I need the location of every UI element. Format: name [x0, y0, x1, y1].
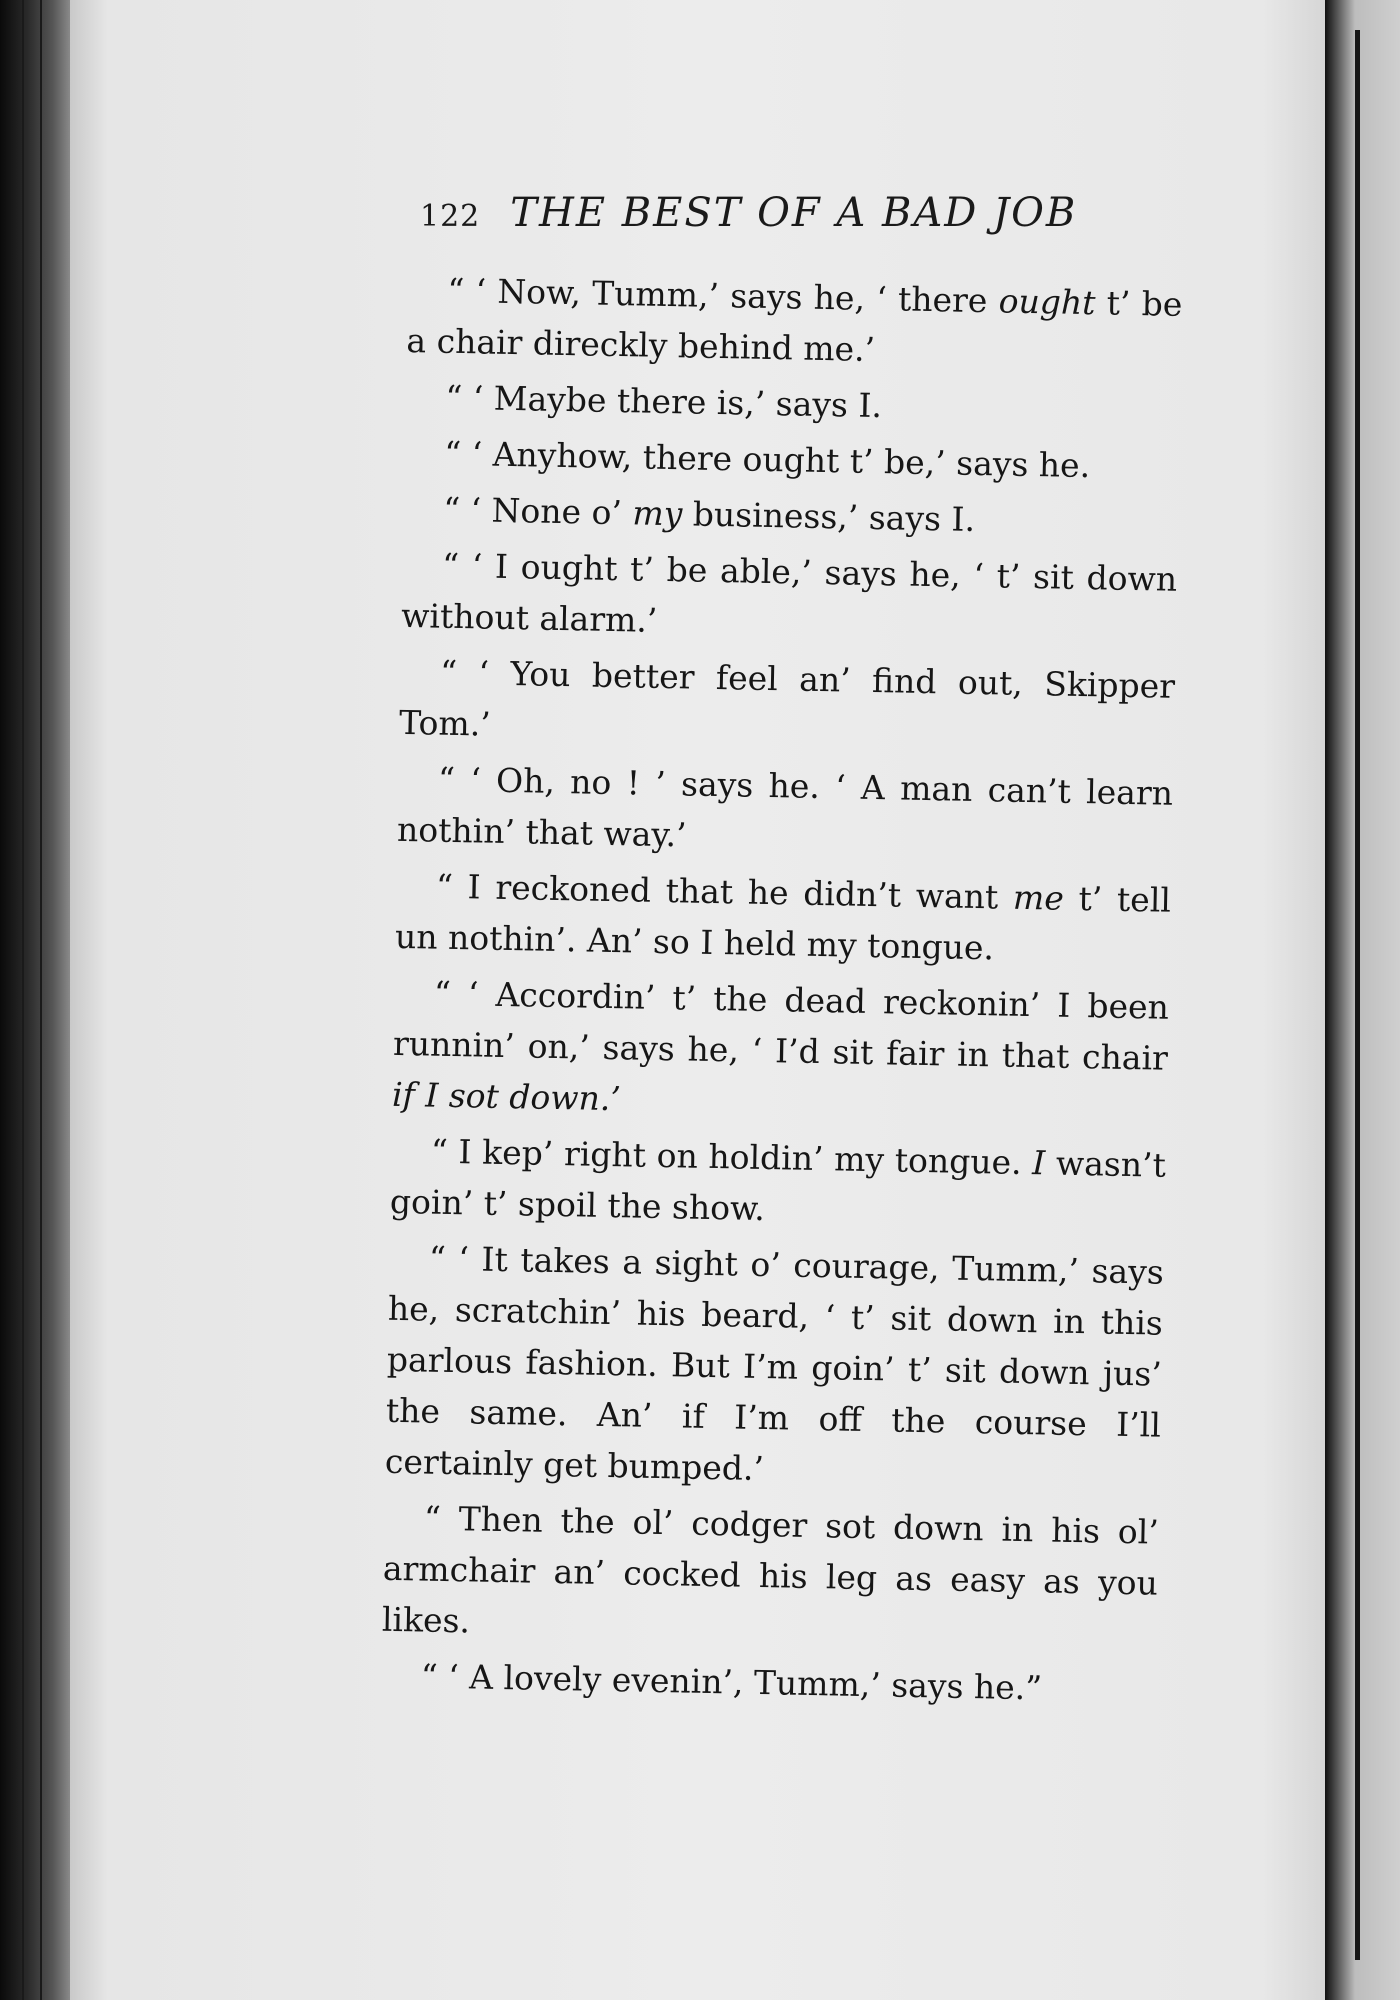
paragraph: “ ‘ None o’ my business,’ says I.	[442, 489, 976, 539]
emphasis: if I sot down.’	[391, 1074, 622, 1119]
paragraph: “ ‘ Anyhow, there ought t’ be,’ says he.	[443, 433, 1091, 486]
page-edge-line	[22, 0, 24, 2000]
paragraph: “ Then the ol’ codger sot down in his ol’ armchair an’ cocked his leg as easy as you likes.	[381, 1498, 1160, 1641]
running-header	[420, 190, 1120, 236]
adjacent-page-edge	[1325, 0, 1400, 2000]
emphasis: I	[1031, 1143, 1046, 1183]
page-number: 122	[420, 199, 481, 234]
paragraph: “ ‘ You better feel an’ find out, Skipper Tom.’	[398, 652, 1176, 744]
paragraph: “ ‘ I ought t’ be able,’ says he, ‘ t’ sit down without alarm.’	[400, 545, 1178, 640]
page-edge-line	[40, 0, 42, 2000]
emphasis: ought	[998, 281, 1096, 323]
book-spine-edge	[0, 0, 70, 2000]
paragraph: “ ‘ Now, Tumm,’ says he, ‘ there ought t’ be a chair direckly behind me.’	[406, 270, 1183, 369]
paragraph: “ ‘ Accordin’ t’ the dead reckonin’ I been runnin’ on,’ says he, ‘ I’d sit fair in that chair if I sot down.’	[391, 973, 1170, 1119]
paragraph: “ ‘ Oh, no ! ’ says he. ‘ A man can’t learn nothin’ that way.’	[396, 759, 1174, 855]
paragraph: “ I reckoned that he didn’t want me t’ tell un nothin’. An’ so I held my tongue.	[394, 866, 1172, 968]
emphasis: my	[632, 493, 683, 534]
paragraph: “ ‘ A lovely evenin’, Tumm,’ says he.”	[420, 1656, 1043, 1708]
body-text	[380, 264, 1183, 1721]
page-border-rule	[1355, 30, 1360, 1960]
paragraph: “ I kep’ right on holdin’ my tongue. I wasn’t goin’ t’ spoil the show.	[389, 1131, 1167, 1229]
emphasis: me	[1012, 877, 1065, 918]
running-title: THE BEST OF A BAD JOB	[510, 190, 1078, 236]
paragraph: “ ‘ It takes a sight o’ courage, Tumm,’ says he, scratchin’ his beard, ‘ t’ sit down in this parlous fashion. But I’m goin’ t’ sit down jus’ the same. An’ if I’m off the course I’ll certainly get bumped.’	[384, 1238, 1165, 1489]
paragraph: “ ‘ Maybe there is,’ says I.	[445, 377, 883, 426]
